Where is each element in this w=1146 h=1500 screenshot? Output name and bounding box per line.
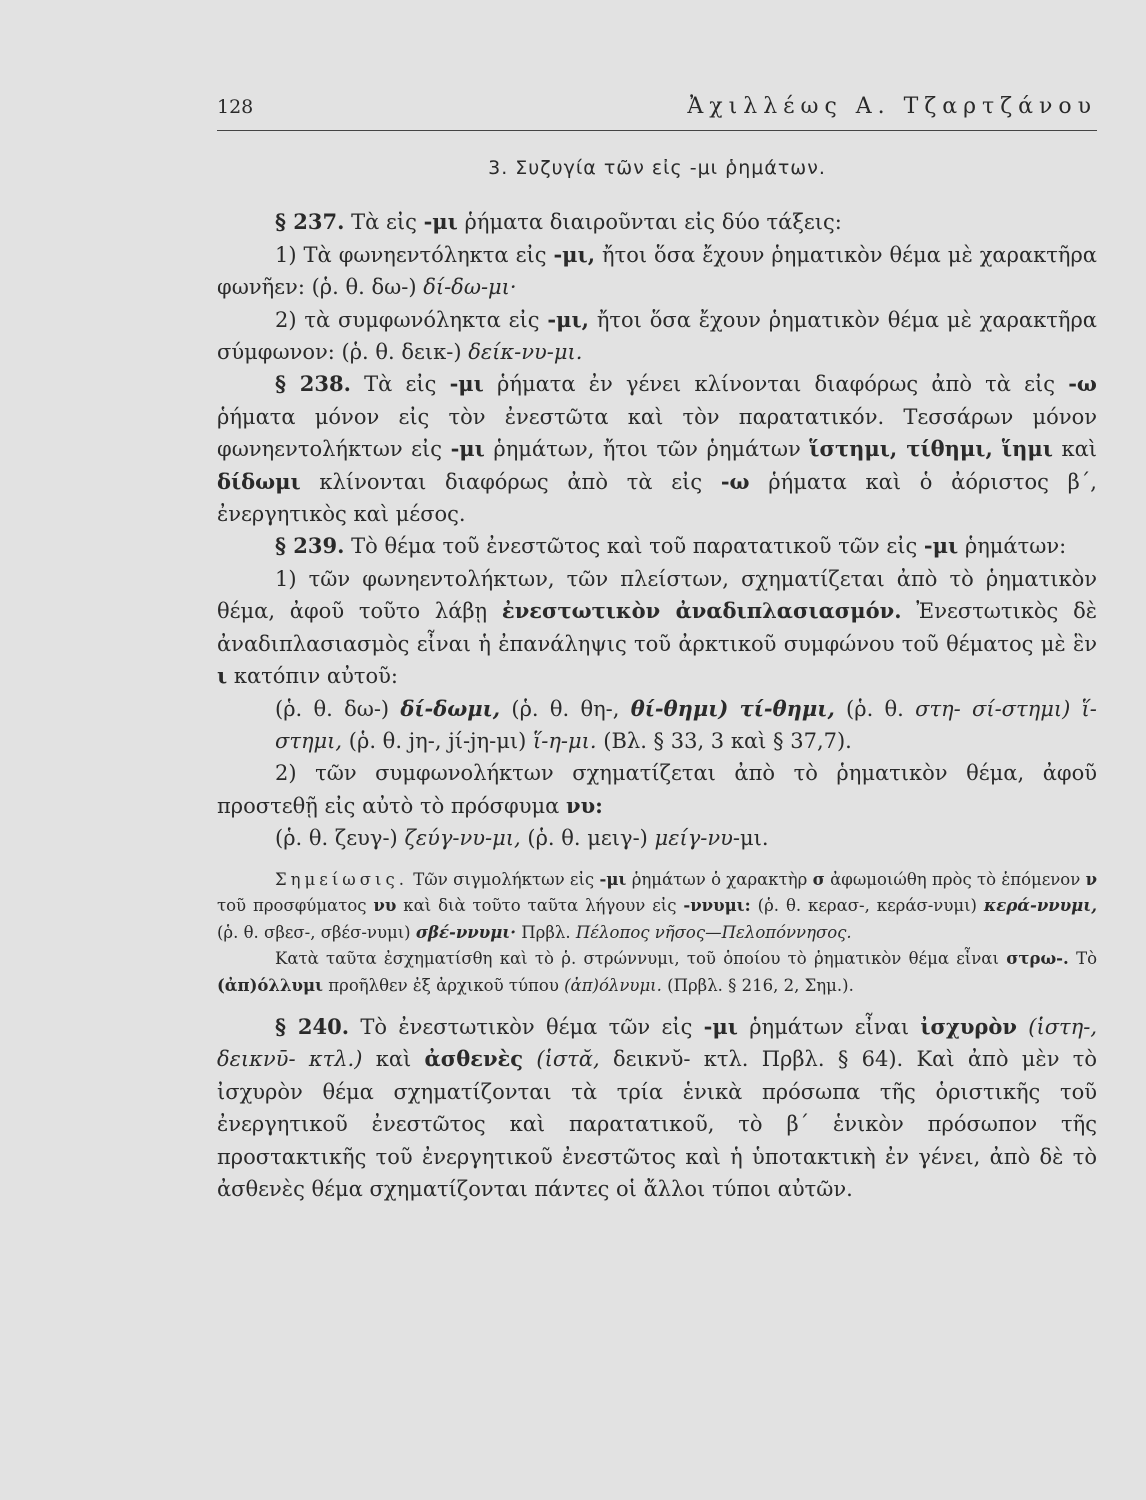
section-number: § 240.: [275, 1014, 350, 1040]
paragraph-240: § 240. Τὸ ἐνεστωτικὸν θέμα τῶν εἰς -μι ῥημάτων εἶναι ἰσχυρὸν (ἱστη-, δεικνῡ- κτλ.) καὶ ἀσθενὲς (ἱστᾰ, δεικνῠ- κτλ. Πρβλ. § 64). Καὶ ἀπὸ μὲν τὸ ἰσχυρὸν θέμα σχηματίζονται τὰ τρία ἑνικὰ πρόσωπα τῆς ὁριστικῆς τοῦ ἐνεργητικοῦ ἐνεστῶτος καὶ παρατατικοῦ, τὸ β΄ ἑνικὸν πρόσωπον τῆς προστακτικῆς τοῦ ἐνεργητικοῦ ἐνεστῶτος καὶ ἡ ὑποτακτικὴ ἐν γένει, ἀπὸ δὲ τὸ ἀσθενὲς θέμα σχηματίζονται πάντες οἱ ἄλλοι τύποι αὐτῶν.: [217, 1014, 1097, 1202]
list-item: 2) τῶν συμφωνολήκτων σχηματίζεται ἀπὸ τὸ ῥηματικὸν θέμα, ἀφοῦ προστεθῇ εἰς αὐτὸ τὸ πρόσφυμα νυ:: [217, 761, 1097, 818]
section-number: § 237.: [275, 209, 345, 235]
note-label: Σημείωσις.: [275, 869, 408, 889]
body-text: [217, 152, 1097, 1205]
note: Σημείωσις. Τῶν σιγμολήκτων εἰς -μι ῥημάτων ὁ χαρακτὴρ σ ἀφωμοιώθη πρὸς τὸ ἑπόμενον ν τοῦ προσφύματος νυ καὶ διὰ τοῦτο ταῦτα λήγουν εἰς -ννυμι: (ῥ. θ. κερασ-, κεράσ-νυμι) κερά-ννυμι, (ῥ. θ. σβεσ-, σβέσ-νυμι) σβέ-ννυμι· Πρβλ. Πέλοπος νῆσος—Πελοπόννησος.: [217, 869, 1098, 942]
section-title: 3. Συζυγία τῶν εἰς -μι ῥημάτων.: [488, 157, 826, 179]
section-number: § 239.: [275, 533, 345, 559]
section-number: § 238.: [275, 371, 351, 397]
example-line: (ῥ. θ. ζευγ-) ζεύγ-νυ-μι, (ῥ. θ. μειγ-) μείγ-νυ-μι.: [275, 826, 769, 851]
list-item: 1) τῶν φωνηεντολήκτων, τῶν πλείστων, σχηματίζεται ἀπὸ τὸ ῥηματικὸν θέμα, ἀφοῦ τοῦτο λάβῃ ἐνεστωτικὸν ἀναδιπλασιασμόν. Ἐνεστωτικὸς δὲ ἀναδιπλασιασμὸς εἶναι ἡ ἐπανάληψις τοῦ ἀρκτικοῦ συμφώνου τοῦ θέματος μὲ ἓν ι κατόπιν αὐτοῦ:: [217, 566, 1097, 689]
page-header: [217, 96, 1097, 131]
list-item: 2) τὰ συμφωνόληκτα εἰς -μι, ἤτοι ὅσα ἔχουν ῥηματικὸν θέμα μὲ χαρακτῆρα σύμφωνον: (ῥ. θ. δεικ-) δείκ-νυ-μι.: [217, 306, 1097, 365]
paragraph-239: § 239. Τὸ θέμα τοῦ ἐνεστῶτος καὶ τοῦ παρατατικοῦ τῶν εἰς -μι ῥημάτων:: [275, 533, 1067, 559]
list-item: 1) Τὰ φωνηεντόληκτα εἰς -μι, ἤτοι ὅσα ἔχουν ῥηματικὸν θέμα μὲ χαρακτῆρα φωνῆεν: (ῥ. θ. δω-) δί-δω-μι·: [217, 241, 1097, 300]
example-line: (ῥ. θ. δω-) δί-δωμι, (ῥ. θ. θη-, θί-θημι) τί-θημι, (ῥ. θ. στη- σί-στημι) ἵ-στημι, (ῥ. θ. jη-, jί-jη-μι) ἵ-η-μι. (Βλ. § 33, 3 καὶ § 37,7).: [275, 695, 1097, 753]
paragraph-237: § 237. Τὰ εἰς -μι ῥήματα διαιροῦνται εἰς δύο τάξεις:: [275, 209, 842, 235]
note-continuation: Κατὰ ταῦτα ἐσχηματίσθη καὶ τὸ ῥ. στρώννυμι, τοῦ ὁποίου τὸ ῥηματικὸν θέμα εἶναι στρω-. Τὸ (ἀπ)όλλυμι προῆλθεν ἐξ ἀρχικοῦ τύπου (ἀπ)όλνυμι. (Πρβλ. § 216, 2, Σημ.).: [217, 949, 1098, 995]
page-number: 128: [217, 96, 254, 118]
paragraph-238: § 238. Τὰ εἰς -μι ῥήματα ἐν γένει κλίνονται διαφόρως ἀπὸ τὰ εἰς -ω ῥήματα μόνον εἰς τὸν ἐνεστῶτα καὶ τὸν παρατατικόν. Τεσσάρων μόνον φωνηεντολήκτων εἰς -μι ῥημάτων, ἤτοι τῶν ῥημάτων ἵστημι, τίθημι, ἵημι καὶ δίδωμι κλίνονται διαφόρως ἀπὸ τὰ εἰς -ω ῥήματα καὶ ὁ ἀόριστος β΄, ἐνεργητικὸς καὶ μέσος.: [217, 371, 1097, 527]
running-head: Ἀχιλλέως Α. Τζαρτζάνου: [687, 94, 1097, 119]
